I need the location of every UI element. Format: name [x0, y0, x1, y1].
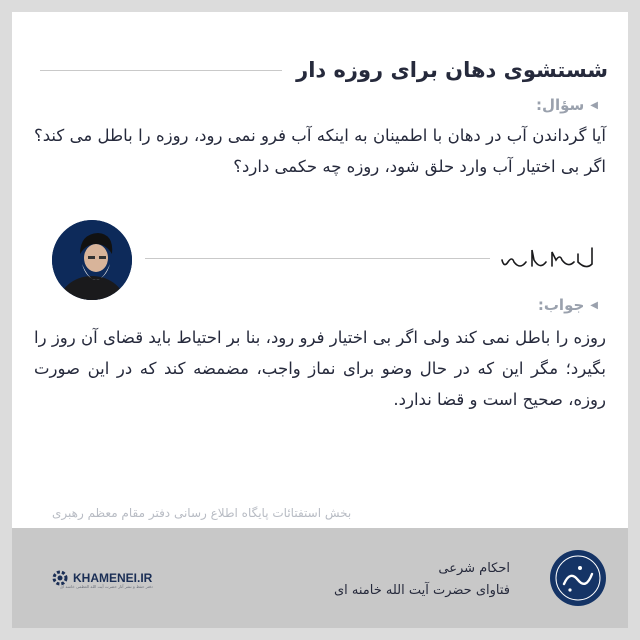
title-divider: [40, 70, 282, 71]
footer-text: [334, 558, 510, 602]
portrait-icon: [52, 220, 132, 300]
khamenei-logo-subtext: دفتر حفظ و نشر آثار حضرت آیت الله العظمی خامنه ای: [60, 584, 153, 589]
answer-label: [538, 296, 598, 314]
basmala-icon: [498, 240, 596, 276]
question-text: آیا گرداندن آب در دهان با اطمینان به اینکه آب فرو نمی رود، روزه را باطل می کند؟ اگر بی اختیار آب وارد حلق شود، روزه چه حکمی دارد؟: [34, 126, 606, 176]
footer-line-1: احکام شرعی: [438, 561, 510, 576]
khamenei-logo-text: KHAMENEI.IR: [73, 571, 153, 585]
fiqh-emblem-logo: [550, 550, 606, 606]
basmala-calligraphy: [498, 240, 596, 276]
basmala-divider: [145, 258, 490, 259]
fatwa-card: [12, 12, 628, 628]
source-caption: بخش استفتائات پایگاه اطلاع رسانی دفتر مقام معظم رهبری: [52, 506, 352, 520]
answer-text: روزه را باطل نمی کند ولی اگر بی اختیار فرو رود، بنا بر احتیاط باید قضای آن روز را بگیرد؛ مگر این که در حال وضو برای نماز واجب، مضمضه کند که در این صورت روزه، صحیح است و قضا ندارد.: [34, 328, 606, 409]
footer-bar: [12, 528, 628, 628]
title-row: [40, 50, 608, 90]
answer-label-text: جواب:: [537, 296, 585, 314]
footer-line-2: فتاوای حضرت آیت الله خامنه ای: [333, 583, 510, 598]
portrait-avatar: [52, 220, 132, 300]
question-label: [536, 96, 598, 114]
triangle-icon: ◀: [590, 99, 598, 111]
emblem-icon: [550, 550, 606, 606]
page-title: شستشوی دهان برای روزه دار: [296, 58, 608, 82]
triangle-icon: ◀: [590, 299, 598, 311]
question-label-text: سؤال:: [535, 96, 585, 114]
